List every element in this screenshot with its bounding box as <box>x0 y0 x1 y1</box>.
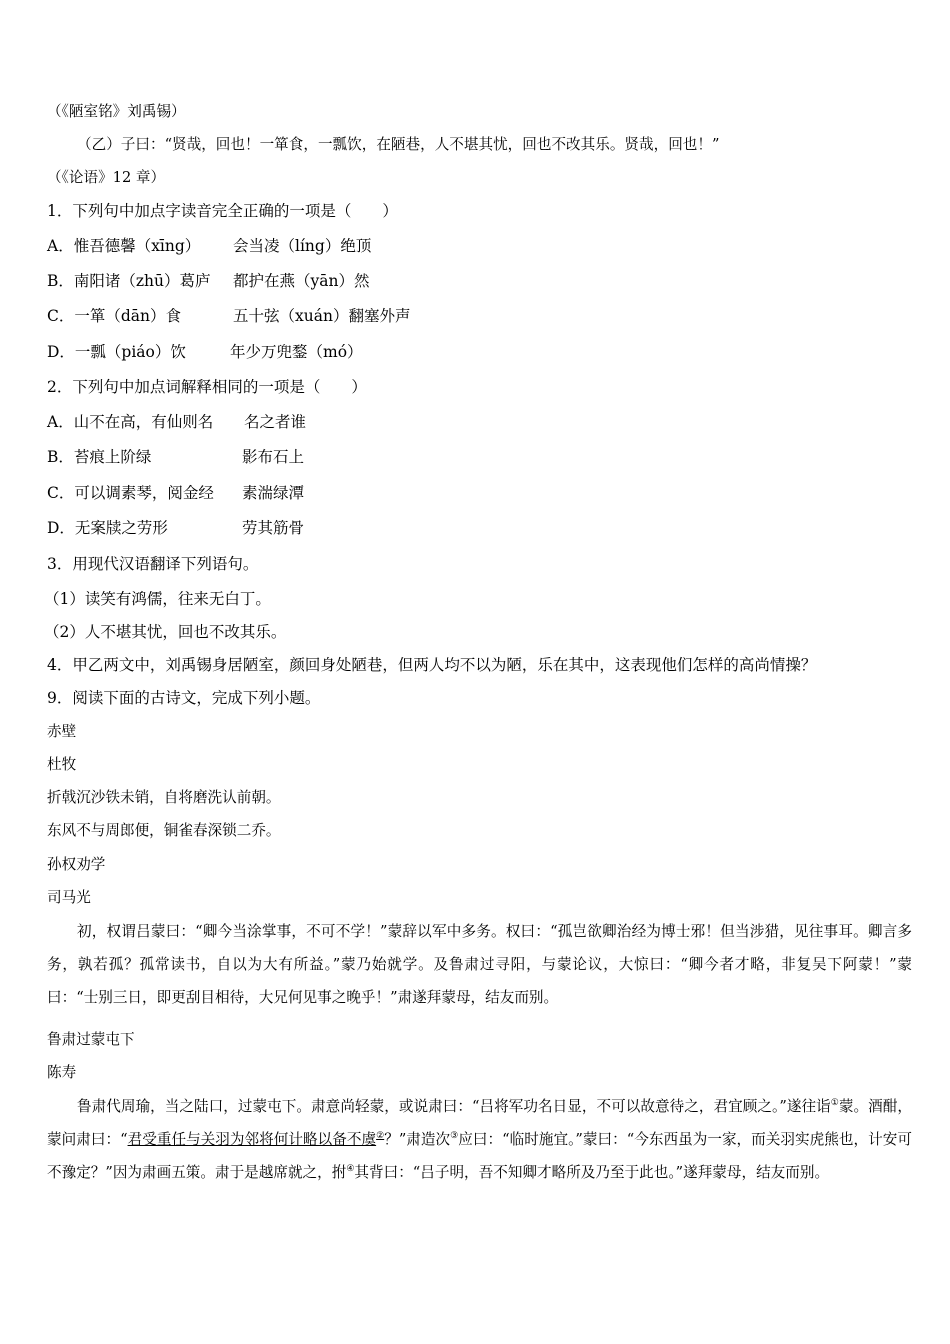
question-2-stem: 2．下列句中加点词解释相同的一项是（ ） <box>47 378 367 396</box>
q1-option-d <box>47 342 363 362</box>
q3-item-1: （1）读笑有鸿儒，往来无白丁。 <box>44 590 271 608</box>
passage-yi: （乙）子曰：“贤哉，回也！一箪食，一瓢饮，在陋巷，人不堪其忧，回也不改其乐。贤哉，回也！” <box>77 136 720 153</box>
q1-option-b-right: 都护在燕（yān）然 <box>233 272 370 290</box>
source-loushiming: （《陋室铭》刘禹锡） <box>47 103 186 120</box>
text2-title: 鲁肃过蒙屯下 <box>47 1031 135 1048</box>
q1-option-d-left: D．一瓢（piáo）饮 <box>47 343 186 361</box>
q1-option-c-left: C．一箪（dān）食 <box>47 307 182 325</box>
question-4-stem: 4．甲乙两文中，刘禹锡身居陋室，颜回身处陋巷，但两人均不以为陋，乐在其中，这表现他们怎样的高尚情操？ <box>47 656 817 674</box>
question-9-stem: 9．阅读下面的古诗文，完成下列小题。 <box>47 689 321 707</box>
q2-option-a-left: A．山不在高，有仙则名 <box>47 413 214 431</box>
text2-author: 陈寿 <box>47 1064 77 1081</box>
poem-author: 杜牧 <box>47 756 77 773</box>
q2-option-c-right: 素湍绿潭 <box>242 484 305 502</box>
text2-body <box>47 1090 912 1189</box>
q2-option-c <box>47 483 305 503</box>
q3-item-2: （2）人不堪其忧，回也不改其乐。 <box>44 623 287 641</box>
q2-option-d <box>47 518 305 538</box>
text1-author: 司马光 <box>47 889 91 906</box>
question-3-stem: 3．用现代汉语翻译下列语句。 <box>47 555 259 573</box>
q2-option-b <box>47 447 305 467</box>
source-lunyu: （《论语》12 章） <box>47 169 166 186</box>
q2-option-b-left: B．苔痕上阶绿 <box>47 448 152 466</box>
footnote-marker-1: ① <box>830 1098 839 1109</box>
q1-option-c-right: 五十弦（xuán）翻塞外声 <box>233 307 411 325</box>
footnote-marker-3: ③ <box>450 1131 459 1142</box>
q2-option-a-right: 名之者谁 <box>244 413 307 431</box>
q1-option-a-left: A．惟吾德馨（xīng） <box>47 237 201 255</box>
q2-option-b-right: 影布石上 <box>242 448 305 466</box>
q1-option-d-right: 年少万兜鍪（mó） <box>230 343 363 361</box>
q1-option-a <box>47 236 372 256</box>
text2-part-2: 蒙。酒酣，蒙问肃曰：“ <box>47 1098 912 1148</box>
q1-option-b <box>47 271 370 291</box>
poem-line-2: 东风不与周郎便，铜雀春深锁二乔。 <box>47 822 281 839</box>
poem-line-1: 折戟沉沙铁未销，自将磨洗认前朝。 <box>47 789 281 806</box>
footnote-marker-2: ② <box>376 1131 385 1142</box>
poem-title: 赤壁 <box>47 723 77 740</box>
q1-option-c <box>47 306 411 326</box>
question-1-stem: 1．下列句中加点字读音完全正确的一项是（ ） <box>47 202 398 220</box>
q2-option-d-left: D．无案牍之劳形 <box>47 519 168 537</box>
text1-title: 孙权劝学 <box>47 856 106 873</box>
q2-option-a <box>47 412 307 432</box>
text1-body: 初，权谓吕蒙曰：“卿今当涂掌事，不可不学！”蒙辞以军中多务。权曰：“孤岂欲卿治经为博士邪！但当涉猎，见往事耳。卿言多务，孰若孤？孤常读书，自以为大有所益。”蒙乃始就学。及鲁肃过寻阳，与蒙论议，大惊曰：“卿今者才略，非复吴下阿蒙！”蒙曰：“士别三日，即更刮目相待，大兄何见事之晚乎！”肃遂拜蒙母，结友而别。 <box>47 923 912 1006</box>
text2-part-3: ？”肃造次 <box>384 1131 451 1148</box>
underlined-sentence: 君受重任与关羽为邻将何计略以备不虞 <box>127 1131 377 1148</box>
q2-option-c-left: C．可以调素琴，阅金经 <box>47 484 214 502</box>
q2-option-d-right: 劳其筋骨 <box>242 519 305 537</box>
text2-part-5: 其背曰：“吕子明，吾不知卿才略所及乃至于此也。”遂拜蒙母，结友而别。 <box>354 1164 830 1181</box>
text2-part-1: 鲁肃代周瑜，当之陆口，过蒙屯下。肃意尚轻蒙，或说肃曰：“吕将军功名日显，不可以故意待之，君宜顾之。”遂往诣 <box>77 1098 831 1115</box>
q1-option-a-right: 会当凌（líng）绝顶 <box>233 237 372 255</box>
q1-option-b-left: B．南阳诸（zhū）葛庐 <box>47 272 211 290</box>
text2-part-4: 应曰：“临时施宜。”蒙曰：“今东西虽为一家，而关羽实虎熊也，计安可不豫定？”因为肃画五策。肃于是越席就之，拊 <box>47 1131 912 1181</box>
footnote-marker-4: ④ <box>346 1164 355 1175</box>
